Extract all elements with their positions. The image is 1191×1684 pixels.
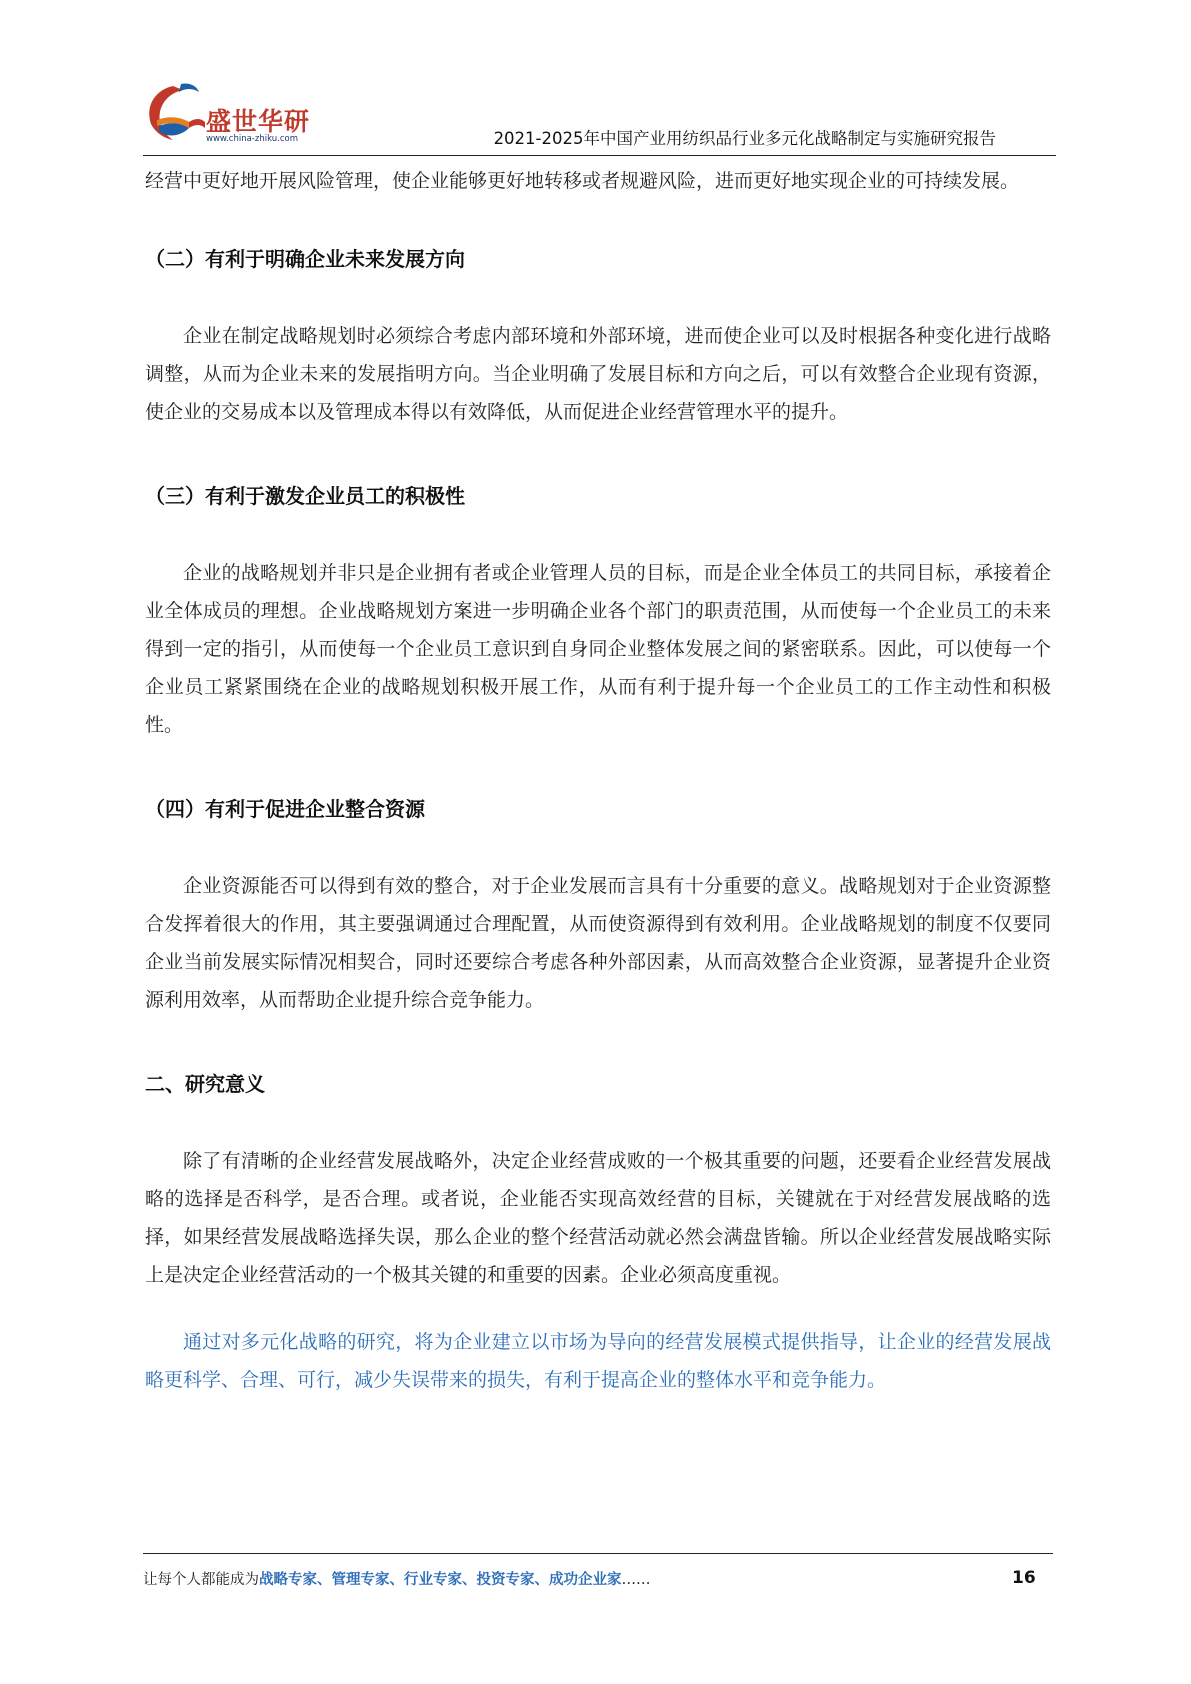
page-body — [145, 162, 1051, 1399]
footer-slogan — [143, 1568, 651, 1589]
footer-suffix: …… — [621, 1572, 651, 1588]
heading-subsection-2: （二）有利于明确企业未来发展方向 — [145, 247, 465, 271]
page-number: 16 — [1012, 1568, 1036, 1588]
paragraph-5: 除了有清晰的企业经营发展战略外，决定企业经营成败的一个极其重要的问题，还要看企业经营发展战略的选择是否科学，是否合理。或者说，企业能否实现高效经营的目标，关键就在于对经营发展战略的选择，如果经营发展战略选择失误，那么企业的整个经营活动就必然会满盘皆输。所以企业经营发展战略实际上是决定企业经营活动的一个极其关键的和重要的因素。企业必须高度重视。 — [145, 1150, 1051, 1286]
paragraph-continued: 经营中更好地开展风险管理，使企业能够更好地转移或者规避风险，进而更好地实现企业的可持续发展。 — [145, 170, 1020, 192]
footer-divider — [143, 1553, 1053, 1554]
heading-subsection-4: （四）有利于促进企业整合资源 — [145, 797, 425, 821]
logo-name: 盛世华研 — [206, 107, 311, 136]
paragraph-3: 企业的战略规划并非只是企业拥有者或企业管理人员的目标，而是企业全体员工的共同目标，承接着企业全体成员的理想。企业战略规划方案进一步明确企业各个部门的职责范围，从而使每一个企业员工的未来得到一定的指引，从而使每一个企业员工意识到自身同企业整体发展之间的紧密联系。因此，可以使每一个企业员工紧紧围绕在企业的战略规划积极开展工作，从而有利于提升每一个企业员工的工作主动性和积极性。 — [145, 562, 1051, 736]
logo-url: www.china-zhiku.com — [206, 134, 298, 144]
paragraph-highlight: 通过对多元化战略的研究，将为企业建立以市场为导向的经营发展模式提供指导，让企业的经营发展战略更科学、合理、可行，减少失误带来的损失，有利于提高企业的整体水平和竞争能力。 — [145, 1331, 1051, 1391]
footer-prefix: 让每个人都能成为 — [143, 1572, 259, 1588]
footer-highlight: 战略专家、管理专家、行业专家、投资专家、成功企业家 — [259, 1571, 622, 1588]
report-title: 2021-2025年中国产业用纺织品行业多元化战略制定与实施研究报告 — [493, 129, 996, 148]
paragraph-4: 企业资源能否可以得到有效的整合，对于企业发展而言具有十分重要的意义。战略规划对于企业资源整合发挥着很大的作用，其主要强调通过合理配置，从而使资源得到有效利用。企业战略规划的制度不仅要同企业当前发展实际情况相契合，同时还要综合考虑各种外部因素，从而高效整合企业资源，显著提升企业资源利用效率，从而帮助企业提升综合竞争能力。 — [145, 875, 1051, 1011]
heading-subsection-3: （三）有利于激发企业员工的积极性 — [145, 484, 465, 508]
paragraph-2: 企业在制定战略规划时必须综合考虑内部环境和外部环境，进而使企业可以及时根据各种变化进行战略调整，从而为企业未来的发展指明方向。当企业明确了发展目标和方向之后，可以有效整合企业现有资源，使企业的交易成本以及管理成本得以有效降低，从而促进企业经营管理水平的提升。 — [145, 325, 1051, 423]
header-divider — [143, 155, 1056, 156]
page-header — [143, 80, 1056, 158]
heading-section: 二、研究意义 — [145, 1072, 265, 1096]
